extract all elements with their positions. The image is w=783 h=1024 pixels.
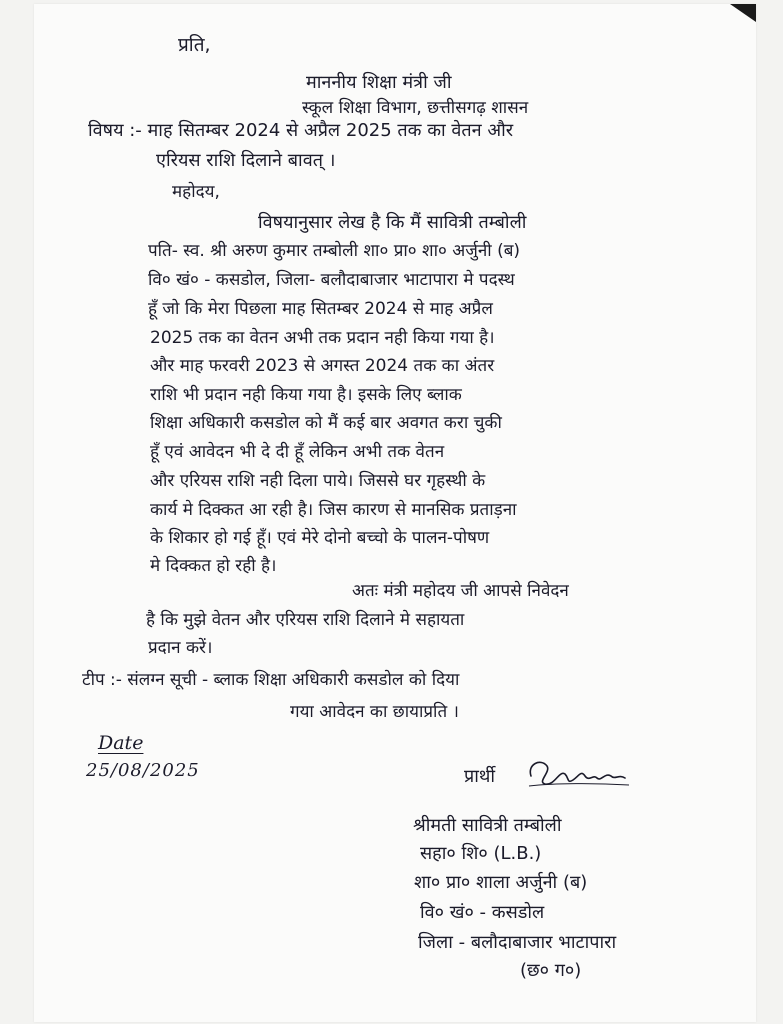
sender-school: शा० प्रा० शाला अर्जुनी (ब) xyxy=(414,872,588,893)
subject-line-2: एरियस राशि दिलाने बावत् । xyxy=(156,150,336,171)
body-line-7: राशि भी प्रदान नही किया गया है। इसके लिए ब्लाक xyxy=(150,385,462,405)
body-line-12: के शिकार हो गई हूँ। एवं मेरे दोनो बच्चो के पालन-पोषण xyxy=(150,528,490,548)
sender-district: जिला - बलौदाबाजार भाटापारा xyxy=(418,932,617,953)
request-line-2: है कि मुझे वेतन और एरियस राशि दिलाने मे सहायता xyxy=(146,610,465,630)
applicant-label: प्रार्थी xyxy=(464,766,496,787)
note-line-2: गया आवेदन का छायाप्रति । xyxy=(290,702,459,722)
greeting: महोदय, xyxy=(172,182,220,202)
body-line-11: कार्य मे दिक्कत आ रही है। जिस कारण से मानसिक प्रताड़ना xyxy=(150,500,517,520)
date-label: Date xyxy=(98,732,144,754)
sender-state: (छ० ग०) xyxy=(520,960,582,981)
date-value: 25/08/2025 xyxy=(86,760,200,781)
body-line-13: मे दिक्कत हो रही है। xyxy=(150,556,277,576)
salutation-to: प्रति, xyxy=(178,34,211,56)
recipient-line-1: माननीय शिक्षा मंत्री जी xyxy=(306,72,452,93)
page-corner-shadow xyxy=(730,4,756,22)
body-line-9: हूँ एवं आवेदन भी दे दी हूँ लेकिन अभी तक वेतन xyxy=(150,442,445,462)
signature-mark xyxy=(525,756,635,790)
body-line-1: विषयानुसार लेख है कि मैं सावित्री तम्बोली xyxy=(258,212,527,233)
body-line-4: हूँ जो कि मेरा पिछला माह सितम्बर 2024 से माह अप्रैल xyxy=(148,299,493,319)
request-line-1: अतः मंत्री महोदय जी आपसे निवेदन xyxy=(352,581,569,601)
sender-block: वि० खं० - कसडोल xyxy=(420,902,545,923)
recipient-line-2: स्कूल शिक्षा विभाग, छत्तीसगढ़ शासन xyxy=(302,98,529,118)
sender-name: श्रीमती सावित्री तम्बोली xyxy=(413,815,562,836)
subject-line-1: विषय :- माह सितम्बर 2024 से अप्रैल 2025 तक का वेतन और xyxy=(88,120,514,141)
body-line-10: और एरियस राशि नही दिला पाये। जिससे घर गृहस्थी के xyxy=(150,471,486,491)
body-line-3: वि० खं० - कसडोल, जिला- बलौदाबाजार भाटापारा मे पदस्थ xyxy=(148,270,515,290)
note-line-1: टीप :- संलग्न सूची - ब्लाक शिक्षा अधिकारी कसडोल को दिया xyxy=(82,670,460,690)
body-line-5: 2025 तक का वेतन अभी तक प्रदान नही किया गया है। xyxy=(150,328,495,348)
body-line-8: शिक्षा अधिकारी कसडोल को मैं कई बार अवगत करा चुकी xyxy=(150,413,502,433)
request-line-3: प्रदान करें। xyxy=(148,638,213,658)
sender-designation: सहा० शि० (L.B.) xyxy=(420,843,542,864)
body-line-2: पति- स्व. श्री अरुण कुमार तम्बोली शा० प्रा० शा० अर्जुनी (ब) xyxy=(148,241,521,261)
body-line-6: और माह फरवरी 2023 से अगस्त 2024 तक का अंतर xyxy=(150,356,495,376)
